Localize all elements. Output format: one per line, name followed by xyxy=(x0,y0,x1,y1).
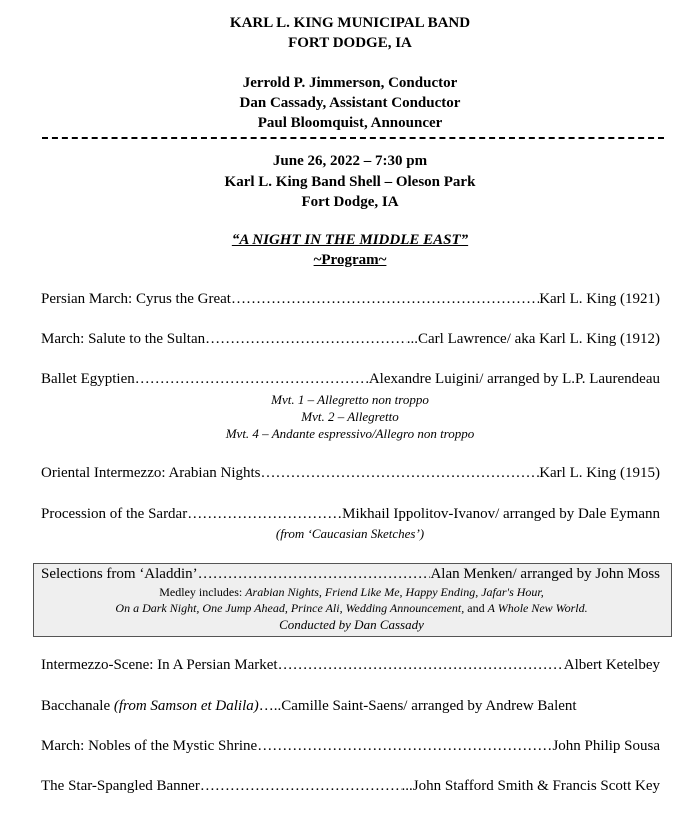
piece-note: (from ‘Caucasian Sketches’) xyxy=(275,526,425,541)
movement-4: Mvt. 4 – Andante espressivo/Allegro non troppo xyxy=(225,426,475,441)
piece-credit: ...Carl Lawrence/ aka Karl L. King (1912) xyxy=(406,331,660,347)
leader-dots xyxy=(200,778,402,795)
piece-title: Oriental Intermezzo: Arabian Nights xyxy=(41,465,261,481)
piece-title: Ballet Egyptien xyxy=(41,371,135,387)
leader-dots xyxy=(187,506,342,523)
medley-songs-2: On a Dark Night, One Jump Ahead, Prince Ali, Wedding Announcement, xyxy=(115,601,465,615)
medley-line-2 xyxy=(33,600,670,616)
medley-songs-1: Arabian Nights, Friend Like Me, Happy Ending, Jafar's Hour, xyxy=(245,585,544,599)
leader-dots xyxy=(257,738,552,755)
event-city: Fort Dodge, IA xyxy=(301,194,399,210)
dashed-divider xyxy=(42,137,664,149)
piece-title: Bacchanale xyxy=(41,698,111,714)
event-venue: Karl L. King Band Shell – Oleson Park xyxy=(224,174,476,190)
program-item xyxy=(41,778,660,795)
piece-title: March: Salute to the Sultan xyxy=(41,331,206,347)
medley-and: and xyxy=(467,601,485,615)
program-item xyxy=(41,566,660,583)
piece-credit: Alexandre Luigini/ arranged by L.P. Laurendeau xyxy=(368,371,660,387)
program-item xyxy=(41,371,660,388)
program-item xyxy=(41,698,660,715)
piece-credit: John Philip Sousa xyxy=(552,738,660,754)
piece-title: Selections from ‘Aladdin’ xyxy=(41,566,198,582)
concert-title: “A NIGHT IN THE MIDDLE EAST” xyxy=(231,232,469,248)
piece-credit: …..Camille Saint-Saens/ arranged by Andrew Balent xyxy=(258,698,577,714)
conducted-by: Conducted by Dan Cassady xyxy=(279,617,424,632)
program-item xyxy=(41,331,660,348)
medley-line-1 xyxy=(33,584,670,600)
program-item xyxy=(41,657,660,674)
leader-dots xyxy=(205,331,407,348)
movement-2: Mvt. 2 – Allegretto xyxy=(301,409,399,424)
piece-credit: Mikhail Ippolitov-Ivanov/ arranged by Dale Eymann xyxy=(342,506,660,522)
announcer: Paul Bloomquist, Announcer xyxy=(257,115,443,131)
band-city: FORT DODGE, IA xyxy=(288,35,412,51)
piece-title: Procession of the Sardar xyxy=(41,506,188,522)
program-item xyxy=(41,738,660,755)
movement-1: Mvt. 1 – Allegretto non troppo xyxy=(271,392,429,407)
band-name: KARL L. KING MUNICIPAL BAND xyxy=(229,15,471,31)
piece-title: March: Nobles of the Mystic Shrine xyxy=(41,738,258,754)
assistant-conductor: Dan Cassady, Assistant Conductor xyxy=(239,95,461,111)
piece-credit: ...John Stafford Smith & Francis Scott Key xyxy=(401,778,660,794)
piece-credit: Alan Menken/ arranged by John Moss xyxy=(430,566,660,582)
leader-dots xyxy=(231,291,539,308)
piece-title-italic: (from Samson et Dalila) xyxy=(113,698,259,714)
leader-dots xyxy=(198,566,431,583)
program-item xyxy=(41,465,660,482)
piece-title: Persian March: Cyrus the Great xyxy=(41,291,231,307)
leader-dots xyxy=(278,657,564,674)
piece-credit: Albert Ketelbey xyxy=(563,657,660,673)
piece-title: Intermezzo-Scene: In A Persian Market xyxy=(41,657,278,673)
piece-title: The Star-Spangled Banner xyxy=(41,778,200,794)
program-item xyxy=(41,506,660,523)
conductor: Jerrold P. Jimmerson, Conductor xyxy=(242,75,458,91)
program-item xyxy=(41,291,660,308)
medley-songs-3: A Whole New World. xyxy=(487,601,588,615)
piece-credit: Karl L. King (1915) xyxy=(539,465,660,481)
medley-label: Medley includes: xyxy=(159,585,243,599)
piece-credit: Karl L. King (1921) xyxy=(539,291,660,307)
program-heading: ~Program~ xyxy=(313,252,387,268)
leader-dots xyxy=(261,465,540,482)
leader-dots xyxy=(135,371,369,388)
event-date: June 26, 2022 – 7:30 pm xyxy=(272,153,428,169)
